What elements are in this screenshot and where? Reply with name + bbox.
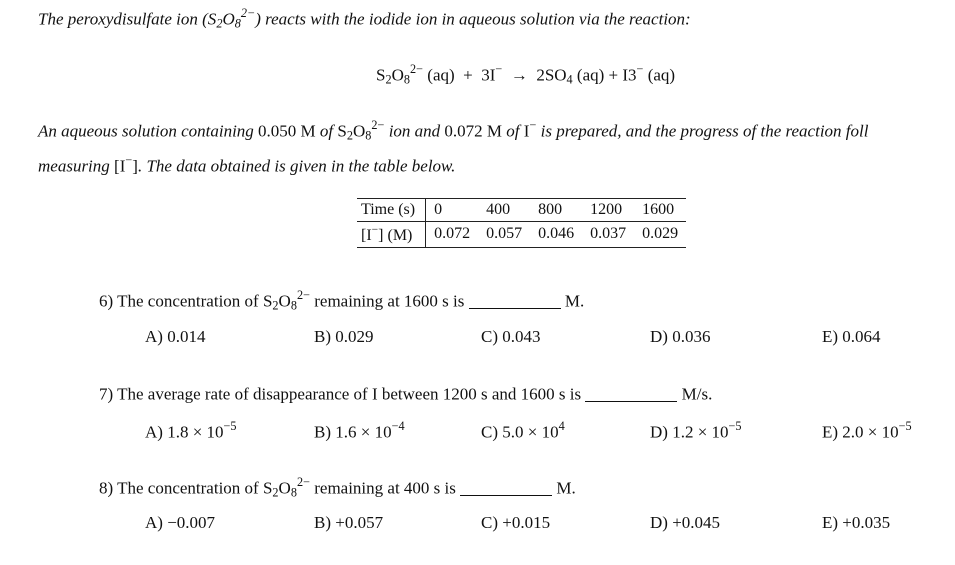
table-cell: 0.046	[530, 222, 582, 248]
table-cell: 0.029	[634, 222, 686, 248]
q8-option-d: D) +0.045	[650, 513, 721, 532]
q6-option-e: E) 0.064	[822, 327, 881, 346]
table-cell: 0.072	[426, 222, 479, 248]
q8-option-a: A) −0.007	[145, 513, 216, 532]
question-7: 7) The average rate of disappearance of I between 1200 s and 1600 s is M/s.	[99, 384, 713, 404]
table-cell: 0	[426, 199, 479, 222]
reaction-equation: $S_2O_8^{2-}$ $(aq) + 3I^- \to 2SO_4$ (aq) + I3− (aq)	[376, 62, 676, 87]
q8-option-b: B) +0.057	[314, 513, 384, 532]
problem-statement-line-2: measuring [I−]. The data obtained is given in the table below.	[38, 153, 456, 176]
data-table	[357, 198, 686, 248]
question-8: 8) The concentration of $S_2O_8^{2-}$ remaining at 400 s is M.	[99, 475, 576, 500]
answer-blank	[585, 384, 677, 402]
table-cell: 400	[478, 199, 530, 222]
table-cell: 800	[530, 199, 582, 222]
table-row-time	[357, 199, 686, 222]
answer-blank	[460, 478, 552, 496]
table-cell: 1200	[582, 199, 634, 222]
problem-statement-line-1: An aqueous solution containing 0.050 M of $S_2O_8^{2-}$ ion and 0.072 M of I− is prepared, and the progress of the reaction foll	[38, 118, 869, 143]
q8-option-e: E) +0.035	[822, 513, 891, 532]
question-6: 6) The concentration of $S_2O_8^{2-}$ remaining at 1600 s is M.	[99, 288, 585, 313]
q8-option-c: C) +0.015	[481, 513, 551, 532]
q6-option-b: B) 0.029	[314, 327, 374, 346]
intro-text: The peroxydisulfate ion $(S_2O_8^{2-})$ reacts with the iodide ion in aqueous solution via the reaction:	[38, 6, 691, 31]
q7-option-a: A) $1.8 \times 10^{-5}$	[145, 419, 237, 442]
table-cell: 0.037	[582, 222, 634, 248]
answer-blank	[469, 291, 561, 309]
q7-option-b: B) $1.6 \times 10^{-4}$	[314, 419, 405, 442]
q6-option-d: D) 0.036	[650, 327, 711, 346]
q6-option-c: C) 0.043	[481, 327, 541, 346]
table-row-concentration	[357, 222, 686, 248]
q7-option-e: E) $2.0 \times 10^{-5}$	[822, 419, 912, 442]
q7-option-d: D) $1.2 \times 10^{-5}$	[650, 419, 742, 442]
table-cell: 0.057	[478, 222, 530, 248]
time-header: Time (s)	[357, 199, 426, 222]
q6-option-a: A) 0.014	[145, 327, 206, 346]
reaction-arrow: →	[502, 65, 537, 85]
concentration-header: [I−] (M)	[357, 222, 426, 248]
q7-option-c: C) $5.0 \times 10^4$	[481, 419, 565, 442]
table-cell: 1600	[634, 199, 686, 222]
